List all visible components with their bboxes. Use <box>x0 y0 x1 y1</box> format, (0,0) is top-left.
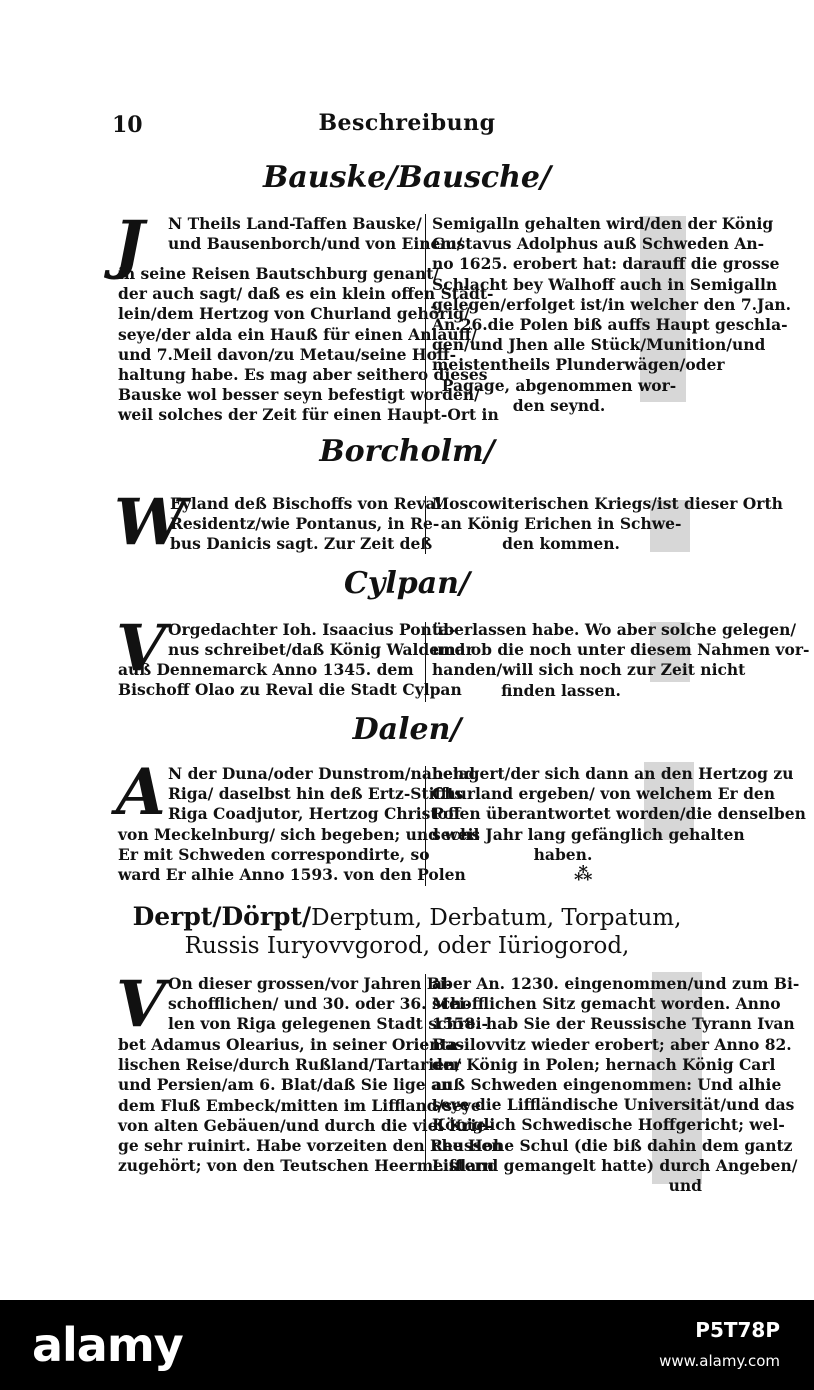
section-left-column-cont <box>118 825 480 886</box>
text-line: haben. <box>533 844 593 864</box>
text-line: An.26.die Polen biß auffs Haupt geschla- <box>432 315 788 335</box>
text-line: finden lassen. <box>501 680 621 700</box>
text-line: belagert/der sich dann an den Hertzog zu <box>432 764 794 783</box>
text-line: Polen überantwortet worden/die denselben <box>432 804 806 824</box>
section-right-column <box>432 494 783 555</box>
section-title: Cylpan/ <box>344 566 470 601</box>
text-line: che Hohe Schul (die biß dahin dem gantz <box>432 1135 793 1155</box>
text-line: N Theils Land-Taffen Bauske/ <box>168 214 422 233</box>
text-line: nus schreibet/daß König Waldemar <box>168 640 474 660</box>
text-line: Pagage, abgenommen wor- <box>441 375 677 395</box>
text-line: len von Riga gelegenen Stadt schrei- <box>168 1014 488 1034</box>
text-line: und Bausenborch/und von Einem/ <box>168 234 463 254</box>
text-line: Liffland gemangelt hatte) durch Angeben/ <box>432 1155 798 1175</box>
column-divider <box>425 496 426 554</box>
ornament-icon: ⁂ <box>574 864 593 885</box>
section-title <box>0 902 814 933</box>
section-left-column <box>168 214 463 254</box>
text-line: zugehört; von den Teutschen Heermeistern <box>118 1156 495 1176</box>
text-line: auß Dennemarck Anno 1345. dem <box>118 660 414 679</box>
section-title-line2 <box>0 930 814 961</box>
text-line: auß Schweden eingenommen: Und alhie <box>432 1075 782 1095</box>
text-line: Er mit Schweden correspondirte, so <box>118 845 430 865</box>
text-line: seye/der alda ein Hauß für einen Anlauff/ <box>118 324 478 344</box>
section-title: Dalen/ <box>352 712 462 747</box>
section-right-column <box>432 620 810 701</box>
text-line: Residentz/wie Pontanus, in Re- <box>170 514 440 534</box>
text-line: 1558. hab Sie der Reussische Tyrann Ivan <box>432 1014 795 1034</box>
brand-logo: alamy <box>32 1318 183 1372</box>
running-title: Beschreibung <box>318 110 496 136</box>
text-line: On dieser grossen/vor Jahren Bi- <box>168 974 453 993</box>
section-left-column <box>170 494 442 555</box>
text-line: und Persien/am 6. Blat/daß Sie lige an <box>118 1075 453 1095</box>
section-left-column-cont <box>118 660 462 700</box>
title-main: Derpt/Dörpt/ <box>132 902 312 931</box>
text-line: Basilovvitz wieder erobert; aber Anno 82. <box>432 1034 792 1054</box>
text-line: Moscowiterischen Kriegs/ist dieser Orth <box>432 494 783 513</box>
section-title: Borcholm/ <box>319 434 495 469</box>
text-line: Schlacht bey Walhoff auch in Semigalln <box>432 274 778 294</box>
text-line: der König in Polen; hernach König Carl <box>432 1054 776 1074</box>
text-line: den kommen. <box>502 534 620 554</box>
text-line: dem Fluß Embeck/mitten im Liffland/seye <box>118 1095 481 1115</box>
text-line: aber An. 1230. eingenommen/und zum Bi- <box>432 974 800 993</box>
text-line: ward Er alhie Anno 1593. von den Polen <box>118 865 466 885</box>
text-line: meistentheils Plunderwägen/oder <box>432 355 725 375</box>
text-line: von alten Gebäuen/und durch die viel Krie- <box>118 1115 493 1135</box>
drop-cap: J <box>114 207 145 282</box>
text-line: lischen Reise/durch Rußland/Tartarien/ <box>118 1055 461 1075</box>
column-divider <box>425 766 426 886</box>
text-line: gen/und Jhen alle Stück/Munition/und <box>432 335 766 355</box>
drop-cap: V <box>116 611 166 686</box>
section-left-column-cont <box>118 264 499 426</box>
text-line: und ob die noch unter diesem Nahmen vor- <box>432 640 810 660</box>
text-line: in seine Reisen Bautschburg genant/ <box>118 264 440 283</box>
text-line: den seynd. <box>512 395 606 415</box>
text-line: Riga/ daselbst hin deß Ertz-Stiffts <box>168 784 464 804</box>
text-line: weil solches der Zeit für einen Haupt-Ort in <box>118 405 499 425</box>
text-line: sechs Jahr lang gefänglich gehalten <box>432 824 745 844</box>
text-line: Königlich Schwedische Hoffgericht; wel- <box>432 1115 785 1135</box>
section-left-column <box>168 974 488 1035</box>
text-line: und <box>668 1176 702 1196</box>
text-line: lein/dem Hertzog von Churland gehörig/ <box>118 304 470 324</box>
text-line: Bauske wol besser seyn befestigt worden/ <box>118 385 480 405</box>
section-right-column <box>432 974 800 1196</box>
text-line: schofflichen Sitz gemacht worden. Anno <box>432 994 781 1014</box>
drop-cap: V <box>116 967 166 1042</box>
text-line: schofflichen/ und 30. oder 36. Mei- <box>168 994 472 1014</box>
text-line: überlassen habe. Wo aber solche gelegen/ <box>432 620 797 639</box>
section-right-column <box>432 214 792 416</box>
site-url: www.alamy.com <box>659 1352 780 1370</box>
text-line: Orgedachter Ioh. Isaacius Ponta- <box>168 620 456 639</box>
title-latin: Derptum, Derbatum, Torpatum, <box>311 905 682 931</box>
text-line: Semigalln gehalten wird/den der König <box>432 214 774 233</box>
image-id: P5T78P <box>695 1318 780 1342</box>
text-line: und 7.Meil davon/zu Metau/seine Hoff- <box>118 344 457 364</box>
title-russian: Russis Iuryovvgorod, oder Iüriogorod, <box>184 933 630 959</box>
text-line: Churland ergeben/ von welchem Er den <box>432 784 776 804</box>
text-line: von Meckelnburg/ sich begeben; und weil <box>118 825 480 844</box>
text-line: ge sehr ruinirt. Habe vorzeiten den Reussen <box>118 1136 503 1156</box>
text-line: Riga Coadjutor, Hertzog Christoff <box>168 804 461 824</box>
column-divider <box>425 974 426 1170</box>
text-line: Bischoff Olao zu Reval die Stadt Cylpan <box>118 680 462 700</box>
watermark-footer <box>0 1300 814 1390</box>
section-title: Bauske/Bausche/ <box>263 160 551 195</box>
section-left-column-cont <box>118 1035 503 1176</box>
section-right-column <box>432 764 806 865</box>
drop-cap: A <box>116 755 166 830</box>
text-line: seye die Liffländische Universität/und das <box>432 1095 795 1115</box>
section-left-column <box>168 620 474 660</box>
page-number: 10 <box>112 112 143 138</box>
text-line: N der Duna/oder Dunstrom/nahend <box>168 764 476 783</box>
text-line: haltung habe. Es mag aber seithero dieses <box>118 365 488 385</box>
text-line: handen/will sich noch zur Zeit nicht <box>432 660 746 680</box>
text-line: bus Danicis sagt. Zur Zeit deß <box>170 534 433 554</box>
column-divider <box>425 214 426 412</box>
text-line: no 1625. erobert hat: darauff die grosse <box>432 254 780 274</box>
text-line: Gustavus Adolphus auß Schweden An- <box>432 234 765 254</box>
text-line: bet Adamus Olearius, in seiner Orienta- <box>118 1035 465 1054</box>
text-line: an König Erichen in Schwe- <box>440 514 682 534</box>
text-line: der auch sagt/ daß es ein klein offen Städt- <box>118 284 494 304</box>
section-left-column <box>168 764 476 825</box>
text-line: gelegen/erfolget ist/in welcher den 7.Jan. <box>432 294 792 314</box>
text-line: Eyland deß Bischoffs von Reval <box>170 494 442 513</box>
column-divider <box>425 622 426 702</box>
drop-cap: W <box>114 485 186 560</box>
